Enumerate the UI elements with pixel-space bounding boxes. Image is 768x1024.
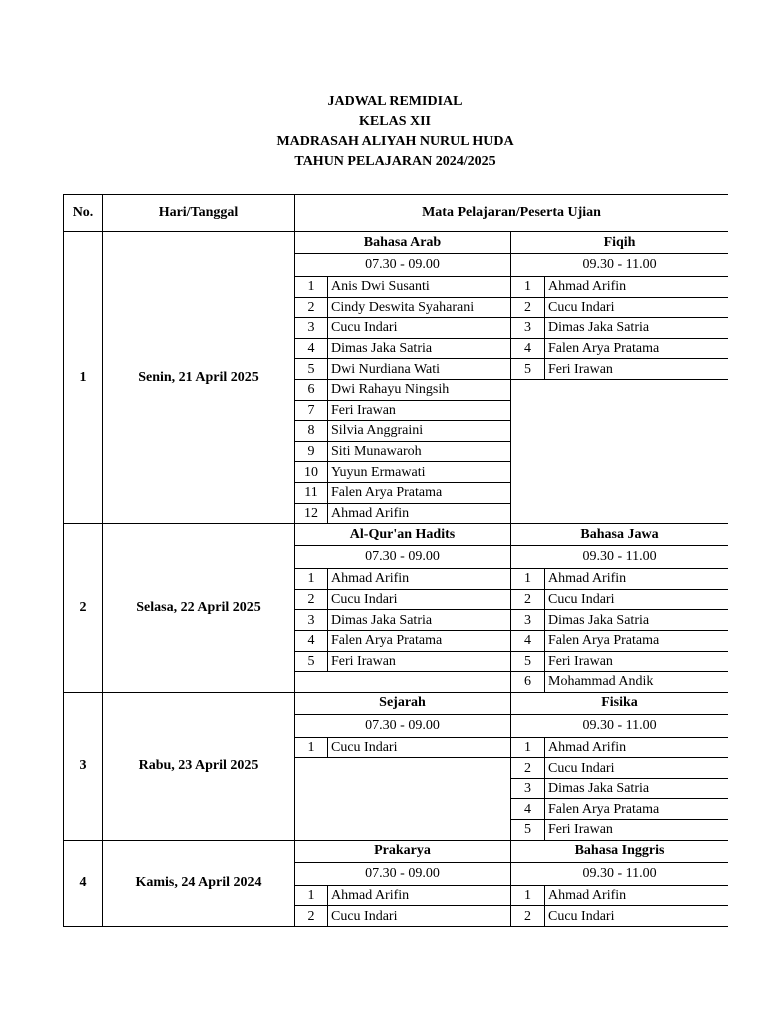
participant-number: 1 (295, 569, 328, 590)
day-subject-row (64, 840, 729, 862)
participant-name: Dimas Jaka Satria (328, 338, 511, 359)
participant-number: 2 (511, 758, 545, 779)
header-no: No. (64, 195, 103, 232)
subject-left: Prakarya (295, 840, 511, 862)
day-date: Selasa, 22 April 2025 (103, 524, 295, 693)
subject-right: Bahasa Jawa (511, 524, 729, 546)
participant-name: Dimas Jaka Satria (545, 778, 729, 799)
participant-number: 4 (511, 630, 545, 651)
header-day: Hari/Tanggal (103, 195, 295, 232)
participant-number: 3 (511, 318, 545, 339)
day-number: 2 (64, 524, 103, 693)
day-subject-row (64, 692, 729, 714)
participant-number: 1 (295, 885, 328, 906)
schedule-body (64, 232, 729, 927)
subject-left: Sejarah (295, 692, 511, 714)
participant-number: 5 (511, 820, 545, 841)
title-line-2: KELAS XII (359, 114, 431, 129)
participant-name: Dimas Jaka Satria (545, 318, 729, 339)
time-left: 07.30 - 09.00 (295, 862, 511, 885)
participant-name: Dimas Jaka Satria (328, 610, 511, 631)
day-number: 1 (64, 232, 103, 524)
header-subject: Mata Pelajaran/Peserta Ujian (295, 195, 729, 232)
empty-cell (511, 379, 729, 523)
participant-name: Ahmad Arifin (328, 569, 511, 590)
day-date: Rabu, 23 April 2025 (103, 692, 295, 840)
day-date: Kamis, 24 April 2024 (103, 840, 295, 926)
participant-name: Dimas Jaka Satria (545, 610, 729, 631)
participant-name: Ahmad Arifin (545, 885, 729, 906)
participant-number: 2 (511, 297, 545, 318)
participant-name: Falen Arya Pratama (545, 338, 729, 359)
document-title (0, 92, 768, 172)
participant-name: Cindy Deswita Syaharani (328, 297, 511, 318)
day-date: Senin, 21 April 2025 (103, 232, 295, 524)
participant-number: 3 (295, 318, 328, 339)
participant-number: 6 (511, 672, 545, 693)
participant-name: Yuyun Ermawati (328, 462, 511, 483)
time-left: 07.30 - 09.00 (295, 714, 511, 737)
empty-cell (295, 758, 511, 840)
time-right: 09.30 - 11.00 (511, 862, 729, 885)
header-row (64, 195, 729, 232)
participant-number: 2 (511, 906, 545, 927)
participant-name: Falen Arya Pratama (545, 799, 729, 820)
participant-name: Feri Irawan (545, 359, 729, 380)
subject-right: Bahasa Inggris (511, 840, 729, 862)
participant-number: 4 (295, 630, 328, 651)
participant-number: 4 (511, 338, 545, 359)
participant-name: Cucu Indari (545, 758, 729, 779)
participant-name: Feri Irawan (328, 651, 511, 672)
participant-number: 12 (295, 503, 328, 524)
participant-name: Ahmad Arifin (328, 503, 511, 524)
participant-name: Dwi Nurdiana Wati (328, 359, 511, 380)
participant-name: Mohammad Andik (545, 672, 729, 693)
participant-number: 3 (511, 778, 545, 799)
participant-name: Siti Munawaroh (328, 441, 511, 462)
participant-number: 5 (295, 359, 328, 380)
participant-number: 2 (511, 589, 545, 610)
participant-number: 1 (511, 737, 545, 758)
participant-number: 8 (295, 421, 328, 442)
participant-number: 1 (511, 569, 545, 590)
schedule-sheet (63, 194, 728, 944)
participant-number: 3 (511, 610, 545, 631)
participant-number: 10 (295, 462, 328, 483)
participant-name: Cucu Indari (545, 589, 729, 610)
participant-number: 4 (511, 799, 545, 820)
participant-name: Ahmad Arifin (545, 277, 729, 298)
participant-name: Cucu Indari (328, 906, 511, 927)
participant-name: Falen Arya Pratama (328, 630, 511, 651)
participant-number: 7 (295, 400, 328, 421)
participant-number: 2 (295, 906, 328, 927)
day-subject-row (64, 524, 729, 546)
participant-number: 1 (295, 737, 328, 758)
title-line-4: TAHUN PELAJARAN 2024/2025 (294, 154, 496, 169)
participant-number: 2 (295, 589, 328, 610)
title-line-3: MADRASAH ALIYAH NURUL HUDA (276, 134, 514, 149)
participant-number: 4 (295, 338, 328, 359)
participant-name: Dwi Rahayu Ningsih (328, 379, 511, 400)
participant-name: Anis Dwi Susanti (328, 277, 511, 298)
time-left: 07.30 - 09.00 (295, 254, 511, 277)
participant-name: Cucu Indari (545, 906, 729, 927)
time-left: 07.30 - 09.00 (295, 546, 511, 569)
participant-name: Cucu Indari (328, 589, 511, 610)
participant-name: Cucu Indari (545, 297, 729, 318)
participant-number: 6 (295, 379, 328, 400)
participant-name: Feri Irawan (545, 651, 729, 672)
day-number: 3 (64, 692, 103, 840)
subject-right: Fisika (511, 692, 729, 714)
participant-number: 9 (295, 441, 328, 462)
empty-cell (295, 672, 511, 693)
subject-right: Fiqih (511, 232, 729, 254)
subject-left: Bahasa Arab (295, 232, 511, 254)
participant-number: 11 (295, 482, 328, 503)
time-right: 09.30 - 11.00 (511, 254, 729, 277)
participant-name: Ahmad Arifin (328, 885, 511, 906)
participant-number: 5 (295, 651, 328, 672)
day-subject-row (64, 232, 729, 254)
day-number: 4 (64, 840, 103, 926)
time-right: 09.30 - 11.00 (511, 714, 729, 737)
title-line-1: JADWAL REMIDIAL (327, 94, 463, 109)
participant-number: 2 (295, 297, 328, 318)
participant-name: Falen Arya Pratama (545, 630, 729, 651)
participant-name: Feri Irawan (545, 820, 729, 841)
participant-name: Falen Arya Pratama (328, 482, 511, 503)
participant-number: 1 (511, 885, 545, 906)
participant-number: 1 (295, 277, 328, 298)
schedule-table (63, 194, 728, 927)
participant-name: Ahmad Arifin (545, 569, 729, 590)
participant-name: Feri Irawan (328, 400, 511, 421)
participant-name: Cucu Indari (328, 318, 511, 339)
participant-number: 5 (511, 359, 545, 380)
participant-name: Cucu Indari (328, 737, 511, 758)
participant-number: 3 (295, 610, 328, 631)
subject-left: Al-Qur'an Hadits (295, 524, 511, 546)
time-right: 09.30 - 11.00 (511, 546, 729, 569)
participant-name: Ahmad Arifin (545, 737, 729, 758)
participant-number: 5 (511, 651, 545, 672)
participant-number: 1 (511, 277, 545, 298)
participant-name: Silvia Anggraini (328, 421, 511, 442)
